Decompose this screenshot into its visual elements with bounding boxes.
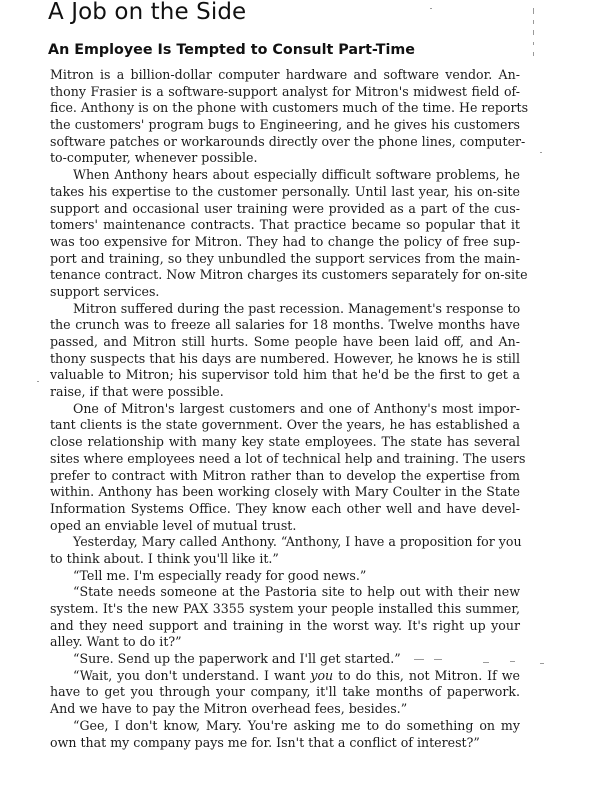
text-line: Mitron suffered during the past recession. Management's response to <box>73 300 521 316</box>
text-line: port and training, so they unbundled the support services from the main- <box>50 250 520 266</box>
text-line: the customers' program bugs to Engineering, and he gives his customers <box>50 117 520 133</box>
text-line: and they need support and training in the worst way. It's right up your <box>50 617 520 633</box>
text-line: the crunch was to freeze all salaries for 18 months. Twelve months have <box>50 317 520 333</box>
text-line: close relationship with many key state employees. The state has several <box>50 434 520 450</box>
text-line: thony suspects that his days are numbered. However, he knows he is still <box>50 350 520 366</box>
text-line: “Gee, I don't know, Mary. You're asking me to do something on my <box>73 717 520 733</box>
text-line: One of Mitron's largest customers and one of Anthony's most impor- <box>73 400 520 416</box>
text-line: have to get you through your company, it'll take months of paperwork. <box>50 684 520 700</box>
text-line: “Tell me. I'm especially ready for good news.” <box>73 567 367 583</box>
text-line: to-computer, whenever possible. <box>50 150 258 166</box>
text-line: oped an enviable level of mutual trust. <box>50 517 297 533</box>
text-line: was too expensive for Mitron. They had to change the policy of free sup- <box>50 233 520 249</box>
text-line: alley. Want to do it?” <box>50 634 182 650</box>
text-fragment: “Wait, you don't understand. I want <box>73 667 311 683</box>
text-line: to think about. I think you'll like it.” <box>50 550 279 566</box>
text-line: And we have to pay the Mitron overhead fees, besides.” <box>50 701 408 717</box>
text-line: Information Systems Office. They know each other well and have devel- <box>50 500 520 516</box>
text-line: sites where employees need a lot of technical help and training. The users <box>50 450 526 466</box>
text-line: tomers' maintenance contracts. That practice became so popular that it <box>50 217 520 233</box>
text-line: support and occasional user training were provided as a part of the cus- <box>50 200 520 216</box>
text-line: thony Frasier is a software-support analyst for Mitron's midwest field of- <box>50 83 520 99</box>
text-line: prefer to contract with Mitron rather than to develop the expertise from <box>50 467 520 483</box>
text-line: passed, and Mitron still hurts. Some people have been laid off, and An- <box>50 334 520 349</box>
text-line: valuable to Mitron; his supervisor told him that he'd be the first to get a <box>50 367 520 383</box>
text-line: within. Anthony has been working closely with Mary Coulter in the State <box>50 484 520 500</box>
text-line: “Sure. Send up the paperwork and I'll get started.” <box>73 651 401 667</box>
text-line: When Anthony hears about especially difficult software problems, he <box>73 167 520 183</box>
text-fragment: to do this, not Mitron. If we <box>333 667 520 683</box>
case-title: A Job on the Side <box>48 0 247 25</box>
case-subtitle: An Employee Is Tempted to Consult Part-Time <box>48 42 415 58</box>
text-line: software patches or workarounds directly over the phone lines, computer- <box>50 133 526 149</box>
text-line: takes his expertise to the customer personally. Until last year, his on-site <box>50 183 520 199</box>
text-line: own that my company pays me for. Isn't that a conflict of interest?” <box>50 734 480 750</box>
text-line: system. It's the new PAX 3355 system your people installed this summer, <box>50 601 520 616</box>
text-line: raise, if that were possible. <box>50 384 224 400</box>
emphasized-word: you <box>310 667 334 683</box>
text-line: Mitron is a billion-dollar computer hardware and software vendor. An- <box>50 67 520 82</box>
text-line: Yesterday, Mary called Anthony. “Anthony, I have a proposition for you <box>73 534 522 550</box>
text-line: tenance contract. Now Mitron charges its customers separately for on-site <box>50 267 528 283</box>
text-line: “State needs someone at the Pastoria site to help out with their new <box>73 584 520 600</box>
text-line: fice. Anthony is on the phone with customers much of the time. He reports <box>50 100 529 116</box>
text-line: support services. <box>50 283 160 299</box>
text-line: tant clients is the state government. Over the years, he has established a <box>50 417 520 433</box>
text-line <box>50 668 520 685</box>
case-body <box>50 67 529 751</box>
